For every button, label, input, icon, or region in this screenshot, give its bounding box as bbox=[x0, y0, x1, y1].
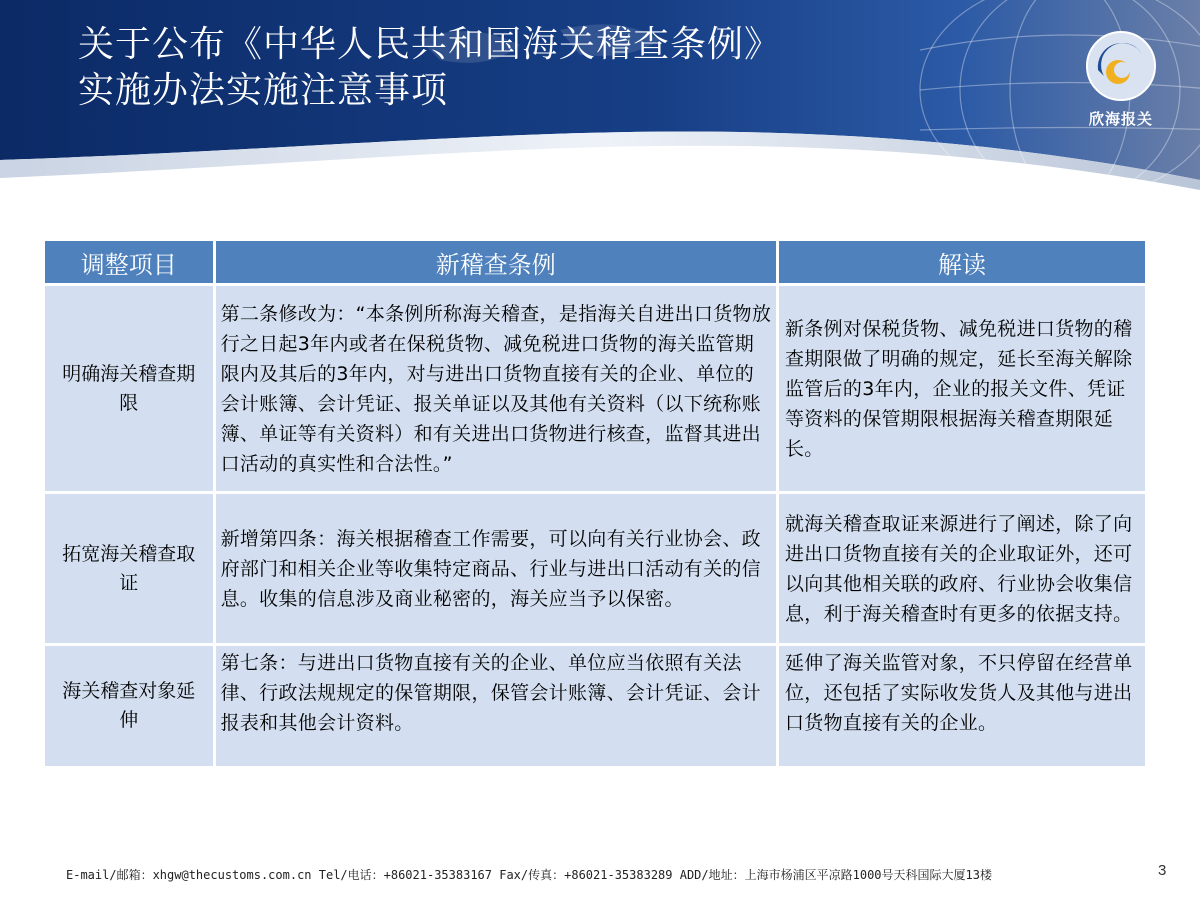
row-item-cell: 海关稽查对象延伸 bbox=[45, 646, 213, 766]
row-rule-cell: 新增第四条：海关根据稽查工作需要，可以向有关行业协会、政府部门和相关企业等收集特定商品、行业与进出口活动有关的信息。收集的信息涉及商业秘密的，海关应当予以保密。 bbox=[216, 494, 776, 643]
logo-mark-icon bbox=[1076, 28, 1166, 108]
page-number: 3 bbox=[1158, 862, 1167, 879]
company-logo bbox=[1076, 28, 1166, 138]
column-header-rule: 新稽查条例 bbox=[216, 241, 776, 283]
title-line-1: 关于公布《中华人民共和国海关稽查条例》 bbox=[78, 24, 782, 65]
row-interpretation-cell: 新条例对保税货物、减免税进口货物的稽查期限做了明确的规定，延长至海关解除监管后的3年内，企业的报关文件、凭证等资料的保管期限根据海关稽查期限延长。 bbox=[779, 286, 1145, 491]
regulation-table bbox=[42, 238, 1148, 769]
table-row bbox=[45, 286, 1145, 491]
table-row bbox=[45, 494, 1145, 643]
row-item-cell: 明确海关稽查期限 bbox=[45, 286, 213, 491]
table-row bbox=[45, 646, 1145, 766]
header-banner bbox=[0, 0, 1200, 200]
row-item-cell: 拓宽海关稽查取证 bbox=[45, 494, 213, 643]
row-interpretation-cell: 就海关稽查取证来源进行了阐述，除了向进出口货物直接有关的企业取证外，还可以向其他相关联的政府、行业协会收集信息，利于海关稽查时有更多的依据支持。 bbox=[779, 494, 1145, 643]
page-title bbox=[78, 22, 781, 114]
table-header-row bbox=[45, 241, 1145, 283]
row-rule-cell: 第二条修改为：“本条例所称海关稽查，是指海关自进出口货物放行之日起3年内或者在保税货物、减免税进口货物的海关监管期限内及其后的3年内，对与进出口货物直接有关的企业、单位的会计账簿、会计凭证、报关单证以及其他有关资料（以下统称账簿、单证等有关资料）和有关进出口货物进行核查，监督其进出口活动的真实性和合法性。” bbox=[216, 286, 776, 491]
row-interpretation-cell: 延伸了海关监管对象，不只停留在经营单位，还包括了实际收发货人及其他与进出口货物直接有关的企业。 bbox=[779, 646, 1145, 766]
title-line-2: 实施办法实施注意事项 bbox=[78, 70, 449, 111]
logo-text: 欣海报关 bbox=[1088, 110, 1153, 128]
row-rule-cell: 第七条：与进出口货物直接有关的企业、单位应当依照有关法律、行政法规规定的保管期限，保管会计账簿、会计凭证、会计报表和其他会计资料。 bbox=[216, 646, 776, 766]
footer-contact: E-mail/邮箱：xhgw@thecustoms.com.cn Tel/电话：+86021-35383167 Fax/传真：+86021-35383289 ADD/地址：上海市杨浦区平凉路1000号天科国际大厦13楼 bbox=[66, 868, 992, 882]
column-header-interpretation: 解读 bbox=[779, 241, 1145, 283]
column-header-item: 调整项目 bbox=[45, 241, 213, 283]
